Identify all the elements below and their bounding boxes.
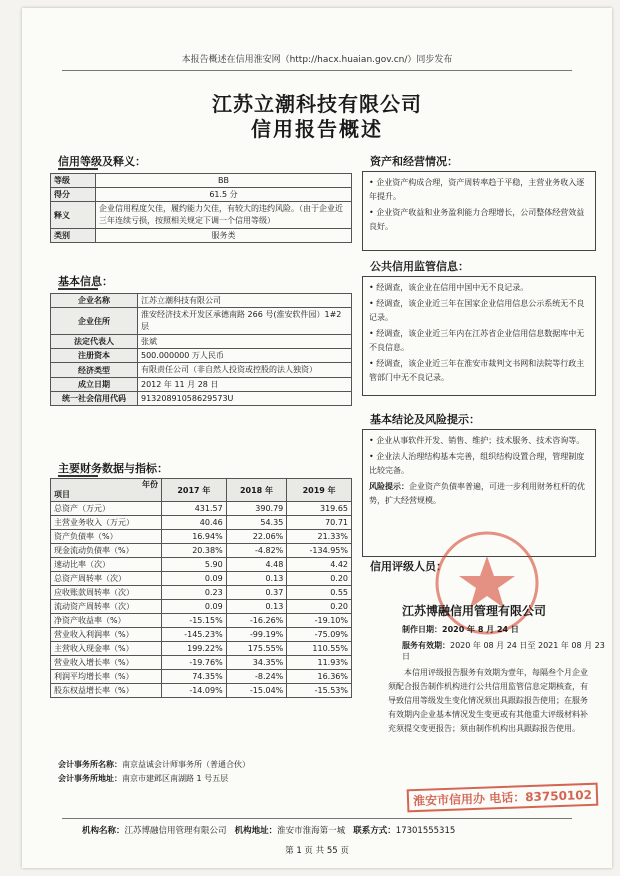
finance-item-cell bbox=[51, 614, 162, 628]
finance-table bbox=[50, 478, 352, 698]
table-row bbox=[51, 502, 352, 516]
finance-item-label: 主营收入现金率 bbox=[54, 644, 110, 653]
finance-item-label: 股东权益增长率 bbox=[54, 686, 110, 695]
agency-seal-icon bbox=[422, 528, 552, 638]
valid-line bbox=[402, 640, 612, 662]
finance-value-cell: 11.93% bbox=[287, 656, 352, 670]
finance-value-cell: -99.19% bbox=[226, 628, 287, 642]
tel-value: 17301555315 bbox=[395, 826, 456, 836]
finance-value-cell: 4.48 bbox=[226, 558, 287, 572]
category-value: 服务类 bbox=[96, 229, 352, 243]
finance-value-cell: 0.20 bbox=[287, 600, 352, 614]
finance-item-cell bbox=[51, 628, 162, 642]
finance-value-cell: 74.35% bbox=[162, 670, 227, 684]
made-date: 2020 年 8 月 24 日 bbox=[442, 625, 519, 634]
assets-item: • 企业资产收益和业务盈利能力合理增长，公司整体经营效益良好。 bbox=[369, 208, 585, 231]
finance-heading-underline bbox=[58, 475, 98, 477]
finance-item-unit: （次） bbox=[110, 588, 134, 597]
table-row bbox=[51, 614, 352, 628]
credit-item: • 经调查，该企业近三年内在江苏省企业信用信息数据库中无不良信息。 bbox=[369, 329, 585, 352]
finance-item-label: 利润平均增长率 bbox=[54, 672, 110, 681]
rating-label: 等级 bbox=[51, 174, 96, 188]
finance-item-unit: （万元） bbox=[102, 518, 134, 527]
finance-value-cell: -134.95% bbox=[287, 544, 352, 558]
tel-label: 联系方式： bbox=[353, 826, 396, 836]
table-row bbox=[51, 229, 352, 243]
accounting-firm-line bbox=[58, 759, 250, 770]
basic-heading: 基本信息： bbox=[58, 275, 113, 288]
finance-item-cell bbox=[51, 502, 162, 516]
finance-item-cell bbox=[51, 600, 162, 614]
finance-item-cell bbox=[51, 530, 162, 544]
finance-value-cell: -16.26% bbox=[226, 614, 287, 628]
validity-note: 本信用评级报告服务有效期为壹年，每隔叁个月企业须配合报告制作机构进行公共信用监管信息定期核查，有导致信用等级发生变化情况须出具跟踪报告使用；在服务有效期内企业基本情况发生变更或有其他重大评级材料补充须提交变更报告；须由制作机构出具跟踪报告使用。 bbox=[388, 668, 588, 733]
assets-item: • 企业资产构成合理，资产周转率趋于平稳，主营业务收入逐年提升。 bbox=[369, 178, 585, 201]
table-row bbox=[51, 544, 352, 558]
econ-type-value: 有限责任公司（非自然人投资或控股的法人独资） bbox=[138, 363, 352, 378]
econ-type-label: 经济类型 bbox=[51, 363, 138, 378]
finance-value-cell: -75.09% bbox=[287, 628, 352, 642]
finance-value-cell: 5.90 bbox=[162, 558, 227, 572]
credit-item-text: 经调查，该企业在信用中国中无不良记录。 bbox=[376, 283, 529, 292]
table-row bbox=[51, 378, 352, 392]
finance-item-unit: （%） bbox=[110, 686, 134, 695]
finance-value-cell: 21.33% bbox=[287, 530, 352, 544]
conclusion-heading: 基本结论及风险提示： bbox=[370, 413, 480, 426]
credit-item-text: 经调查，该企业近三年内在江苏省企业信用信息数据库中无不良信息。 bbox=[369, 329, 585, 352]
credit-item: • 经调查，该企业近三年在国家企业信用信息公示系统无不良记录。 bbox=[369, 299, 585, 322]
score-label: 得分 bbox=[51, 188, 96, 202]
made-date-line bbox=[402, 624, 519, 635]
table-row bbox=[51, 363, 352, 378]
table-row bbox=[51, 642, 352, 656]
finance-value-cell: 0.13 bbox=[226, 600, 287, 614]
finance-item-cell bbox=[51, 670, 162, 684]
legal-rep-value: 张斌 bbox=[138, 335, 352, 349]
finance-item-unit: （%） bbox=[110, 658, 134, 667]
finance-value-cell: 16.36% bbox=[287, 670, 352, 684]
finance-item-cell bbox=[51, 572, 162, 586]
agency-name: 江苏博融信用管理有限公司 bbox=[402, 604, 547, 618]
credit-office-stamp: 淮安市信用办 电话：83750102 bbox=[407, 783, 599, 813]
year-header: 2017 年 bbox=[162, 479, 227, 502]
finance-item-unit: （%） bbox=[110, 644, 134, 653]
valid-range: 2020 年 08 月 24 日至 2021 年 08 月 23 日 bbox=[402, 641, 605, 661]
capital-value: 500.000000 万人民币 bbox=[138, 349, 352, 363]
finance-value-cell: 0.23 bbox=[162, 586, 227, 600]
credit-heading: 公共信用监管信息： bbox=[370, 260, 469, 273]
assets-item-text: 企业资产收益和业务盈利能力合理增长，公司整体经营效益良好。 bbox=[369, 208, 585, 231]
finance-value-cell: 199.22% bbox=[162, 642, 227, 656]
assets-box bbox=[362, 171, 596, 251]
table-row bbox=[51, 516, 352, 530]
finance-item-unit: （次） bbox=[86, 560, 110, 569]
finance-value-cell: 110.55% bbox=[287, 642, 352, 656]
accounting-addr-line bbox=[58, 773, 228, 784]
capital-label: 注册资本 bbox=[51, 349, 138, 363]
finance-item-cell bbox=[51, 544, 162, 558]
address-value: 淮安经济技术开发区承德南路 266 号(淮安软件园）1#2 层 bbox=[138, 308, 352, 335]
finance-value-cell: -4.82% bbox=[226, 544, 287, 558]
finance-value-cell: 40.46 bbox=[162, 516, 227, 530]
footer-divider bbox=[62, 818, 572, 819]
accounting-firm-value: 南京益诚会计师事务所（普通合伙） bbox=[122, 760, 250, 769]
finance-item-unit: （次） bbox=[110, 602, 134, 611]
finance-heading: 主要财务数据与指标： bbox=[58, 462, 168, 475]
rating-table bbox=[50, 173, 352, 243]
risk-line bbox=[369, 480, 589, 508]
finance-item-label: 总资产 bbox=[54, 504, 78, 513]
finance-value-cell: -19.76% bbox=[162, 656, 227, 670]
table-row bbox=[51, 684, 352, 698]
meaning-value: 企业信用程度欠佳，履约能力欠佳，有较大的违约风险。（由于企业近三年连续亏损，按照相关规定下调一个信用等级） bbox=[96, 202, 352, 229]
corner-year: 年份 bbox=[142, 480, 158, 489]
finance-value-cell: -8.24% bbox=[226, 670, 287, 684]
meaning-label: 释义 bbox=[51, 202, 96, 229]
year-header: 2018 年 bbox=[226, 479, 287, 502]
finance-item-label: 营业收入利润率 bbox=[54, 630, 110, 639]
basic-info-table bbox=[50, 293, 352, 406]
finance-value-cell: 431.57 bbox=[162, 502, 227, 516]
table-row bbox=[51, 202, 352, 229]
conclusion-item-text: 企业法人治理结构基本完善，组织结构设置合理，管理制度比较完备。 bbox=[369, 452, 585, 475]
finance-item-unit: （%） bbox=[94, 532, 118, 541]
category-label: 类别 bbox=[51, 229, 96, 243]
table-row bbox=[51, 670, 352, 684]
accounting-firm-label: 会计事务所名称： bbox=[58, 760, 122, 769]
finance-item-label: 营业收入增长率 bbox=[54, 658, 110, 667]
founded-label: 成立日期 bbox=[51, 378, 138, 392]
finance-value-cell: 4.42 bbox=[287, 558, 352, 572]
table-row bbox=[51, 335, 352, 349]
table-row bbox=[51, 656, 352, 670]
credit-box bbox=[362, 276, 596, 396]
credit-item: • 经调查，该企业在信用中国中无不良记录。 bbox=[369, 283, 529, 292]
accounting-addr-value: 南京市建邺区南湖路 1 号五层 bbox=[122, 774, 229, 783]
finance-value-cell: 54.35 bbox=[226, 516, 287, 530]
legal-rep-label: 法定代表人 bbox=[51, 335, 138, 349]
rater-label: 信用评级人员： bbox=[370, 560, 447, 573]
finance-item-cell bbox=[51, 642, 162, 656]
basic-heading-underline bbox=[58, 288, 98, 290]
publish-notice: 本报告概述在信用淮安网（http://hacx.huaian.gov.cn/）同步发布 bbox=[181, 55, 453, 65]
valid-label: 服务有效期： bbox=[402, 641, 450, 650]
report-page bbox=[22, 8, 612, 868]
finance-item-unit: （%） bbox=[102, 616, 126, 625]
finance-header-row bbox=[51, 479, 352, 502]
conclusion-item-text: 企业从事软件开发、销售、维护；技术服务、技术咨询等。 bbox=[376, 436, 585, 445]
finance-value-cell: 34.35% bbox=[226, 656, 287, 670]
finance-value-cell: 390.79 bbox=[226, 502, 287, 516]
finance-item-cell bbox=[51, 586, 162, 600]
conclusion-item: • 企业法人治理结构基本完善，组织结构设置合理，管理制度比较完备。 bbox=[369, 452, 585, 475]
finance-item-cell bbox=[51, 684, 162, 698]
finance-value-cell: 0.20 bbox=[287, 572, 352, 586]
report-title: 信用报告概述 bbox=[251, 117, 383, 141]
corner-item: 项目 bbox=[54, 490, 70, 499]
finance-value-cell: 0.09 bbox=[162, 572, 227, 586]
risk-text: 企业资产负债率普遍，可进一步利用财务杠杆的优势，扩大经营规模。 bbox=[369, 482, 585, 505]
company-title: 江苏立潮科技有限公司 bbox=[212, 92, 422, 116]
finance-item-label: 净资产收益率 bbox=[54, 616, 102, 625]
finance-item-unit: （%） bbox=[110, 672, 134, 681]
finance-value-cell: 175.55% bbox=[226, 642, 287, 656]
page-number: 第 1 页 共 55 页 bbox=[285, 846, 349, 856]
finance-item-label: 流动资产周转率 bbox=[54, 602, 110, 611]
finance-item-label: 速动比率 bbox=[54, 560, 86, 569]
table-row bbox=[51, 294, 352, 308]
table-row bbox=[51, 308, 352, 335]
assets-heading: 资产和经营情况： bbox=[370, 155, 458, 168]
table-row bbox=[51, 530, 352, 544]
table-row bbox=[51, 572, 352, 586]
finance-item-label: 资产负债率 bbox=[54, 532, 94, 541]
founded-value: 2012 年 11 月 28 日 bbox=[138, 378, 352, 392]
addr-label: 机构地址： bbox=[234, 826, 278, 836]
score-value: 61.5 分 bbox=[96, 188, 352, 202]
rating-grade: BB bbox=[96, 174, 352, 188]
table-row bbox=[51, 558, 352, 572]
table-row bbox=[51, 628, 352, 642]
finance-item-label: 应收账款周转率 bbox=[54, 588, 110, 597]
rating-heading-underline bbox=[58, 168, 98, 170]
company-name-label: 企业名称 bbox=[51, 294, 138, 308]
finance-item-unit: （次） bbox=[102, 574, 126, 583]
finance-item-cell bbox=[51, 558, 162, 572]
finance-value-cell: -14.09% bbox=[162, 684, 227, 698]
finance-item-label: 现金流动负债率 bbox=[54, 546, 110, 555]
rating-heading: 信用等级及释义： bbox=[58, 155, 146, 168]
accounting-addr-label: 会计事务所地址： bbox=[58, 774, 122, 783]
finance-value-cell: 319.65 bbox=[287, 502, 352, 516]
table-row bbox=[51, 392, 352, 406]
org-value: 江苏博融信用管理有限公司 bbox=[124, 826, 227, 836]
credit-item-text: 经调查，该企业近三年在淮安市裁判文书网和法院等行政主管部门中无不良记录。 bbox=[369, 359, 585, 382]
conclusion-item: • 企业从事软件开发、销售、维护；技术服务、技术咨询等。 bbox=[369, 436, 585, 445]
table-row bbox=[51, 174, 352, 188]
header-divider bbox=[62, 70, 572, 71]
finance-item-unit: （%） bbox=[110, 546, 134, 555]
made-label: 制作日期： bbox=[402, 625, 442, 634]
finance-item-cell bbox=[51, 516, 162, 530]
credit-item: • 经调查，该企业近三年在淮安市裁判文书网和法院等行政主管部门中无不良记录。 bbox=[369, 359, 585, 382]
finance-item-cell bbox=[51, 656, 162, 670]
year-header: 2019 年 bbox=[287, 479, 352, 502]
finance-value-cell: -15.04% bbox=[226, 684, 287, 698]
addr-value: 淮安市淮海第一城 bbox=[277, 826, 346, 836]
table-row bbox=[51, 188, 352, 202]
finance-value-cell: -19.10% bbox=[287, 614, 352, 628]
table-row bbox=[51, 349, 352, 363]
risk-label: 风险提示： bbox=[369, 482, 409, 491]
footer-line bbox=[82, 824, 572, 836]
finance-value-cell: 0.37 bbox=[226, 586, 287, 600]
corner-cell bbox=[51, 479, 162, 502]
finance-item-label: 主营业务收入 bbox=[54, 518, 102, 527]
assets-item-text: 企业资产构成合理，资产周转率趋于平稳，主营业务收入逐年提升。 bbox=[369, 178, 585, 201]
address-label: 企业住所 bbox=[51, 308, 138, 335]
finance-value-cell: -145.23% bbox=[162, 628, 227, 642]
finance-value-cell: -15.15% bbox=[162, 614, 227, 628]
company-name-value: 江苏立潮科技有限公司 bbox=[138, 294, 352, 308]
finance-value-cell: 0.13 bbox=[226, 572, 287, 586]
finance-value-cell: 0.09 bbox=[162, 600, 227, 614]
finance-value-cell: 22.06% bbox=[226, 530, 287, 544]
finance-value-cell: -15.53% bbox=[287, 684, 352, 698]
table-row bbox=[51, 600, 352, 614]
finance-item-unit: （%） bbox=[110, 630, 134, 639]
finance-item-label: 总资产周转率 bbox=[54, 574, 102, 583]
credit-item-text: 经调查，该企业近三年在国家企业信用信息公示系统无不良记录。 bbox=[369, 299, 585, 322]
credit-code-label: 统一社会信用代码 bbox=[51, 392, 138, 406]
credit-code-value: 91320891058629573U bbox=[138, 392, 352, 406]
finance-item-unit: （万元） bbox=[78, 504, 110, 513]
org-label: 机构名称： bbox=[82, 826, 125, 836]
finance-value-cell: 0.55 bbox=[287, 586, 352, 600]
finance-value-cell: 16.94% bbox=[162, 530, 227, 544]
table-row bbox=[51, 586, 352, 600]
finance-value-cell: 20.38% bbox=[162, 544, 227, 558]
finance-value-cell: 70.71 bbox=[287, 516, 352, 530]
